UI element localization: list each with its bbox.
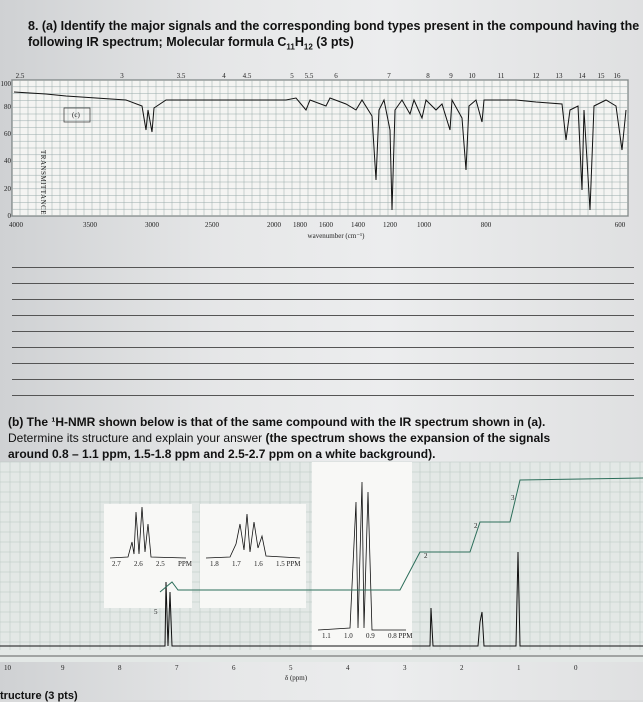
nmr-x-tick-label: 1 [517, 664, 521, 672]
nmr-x-tick-label: 9 [61, 664, 65, 672]
ir-bottom-tick-label: 3500 [83, 221, 97, 229]
nmr-inset-tick-label: 1.1 [322, 632, 331, 640]
ir-top-tick-label: 10 [468, 72, 476, 80]
question-a-line1: 8. (a) Identify the major signals and the corresponding bond types present in the compound having the [28, 19, 640, 33]
answer-line [12, 252, 634, 268]
answer-line [12, 284, 634, 300]
nmr-x-axis-label: δ (ppm) [284, 674, 308, 682]
ir-y-tick-label: 0 [7, 212, 11, 220]
ir-top-tick-label: 4 [222, 72, 226, 80]
nmr-x-tick-label: 0 [574, 664, 578, 672]
nmr-inset-1.5-1.8 [200, 504, 306, 608]
answer-line [12, 348, 634, 364]
nmr-x-tick-label: 3 [403, 664, 407, 672]
ir-bottom-tick-label: 4000 [9, 221, 23, 229]
ir-bottom-tick-label: 800 [480, 221, 492, 229]
question-b-line2: Determine its structure and explain your answer (the spectrum shows the expansion of the signals [8, 431, 551, 445]
ir-bottom-tick-label: 1800 [293, 221, 307, 229]
nmr-inset-tick-label: 1.5 PPM [276, 560, 301, 568]
nmr-spectrum [0, 462, 643, 700]
answer-line [12, 380, 634, 396]
ir-bottom-tick-label: 3000 [145, 221, 159, 229]
ir-top-tick-label: 14 [578, 72, 586, 80]
nmr-x-tick-label: 8 [118, 664, 122, 672]
nmr-inset-tick-label: 2.6 [134, 560, 143, 568]
nmr-inset-tick-label: 0.9 [366, 632, 375, 640]
ir-bottom-tick-label: 2500 [205, 221, 219, 229]
ir-top-tick-label: 8 [426, 72, 430, 80]
answer-line [12, 316, 634, 332]
ir-bottom-tick-label: 1200 [383, 221, 397, 229]
ir-top-tick-label: 11 [497, 72, 505, 80]
question-b-line1: (b) The ¹H-NMR shown below is that of the same compound with the IR spectrum shown in (a). [8, 415, 546, 429]
ir-top-tick-label: 15 [597, 72, 605, 80]
ir-top-tick-label: 9 [449, 72, 453, 80]
answer-line [12, 268, 634, 284]
ir-spectrum [0, 70, 640, 250]
nmr-inset-tick-label: 0.8 PPM [388, 632, 413, 640]
ir-top-tick-label: 12 [532, 72, 540, 80]
question-a-line2: following IR spectrum; Molecular formula $C_{11}H_{12}$ (3 pts) [28, 35, 354, 52]
answer-line [12, 332, 634, 348]
nmr-inset-tick-label: 2.5 [156, 560, 165, 568]
nmr-integration-label: 2 [424, 552, 428, 560]
ir-top-tick-label: 13 [555, 72, 563, 80]
ir-y-tick-label: 100 [0, 80, 11, 88]
nmr-inset-tick-label: 1.7 [232, 560, 241, 568]
ir-top-tick-label: 2.5 [15, 72, 25, 80]
nmr-integration-label: 3 [511, 494, 515, 502]
ir-grid [12, 80, 628, 216]
answer-lines [12, 252, 634, 396]
ir-bottom-tick-label: 600 [614, 221, 626, 229]
ir-bottom-tick-label: 1600 [319, 221, 333, 229]
ir-top-tick-label: 7 [387, 72, 391, 80]
ir-top-tick-label: 5 [290, 72, 294, 80]
ir-top-tick-label: 3 [120, 72, 124, 80]
ir-bottom-tick-label: 1000 [417, 221, 431, 229]
nmr-spectrum-plot [0, 462, 643, 700]
answer-line [12, 300, 634, 316]
ir-y-tick-label: 60 [4, 130, 11, 138]
ir-bottom-tick-label: 1400 [351, 221, 365, 229]
ir-y-tick-label: 40 [4, 157, 11, 165]
nmr-x-tick-label: 6 [232, 664, 236, 672]
footer-text: tructure (3 pts) [0, 690, 78, 702]
ir-top-tick-label: 5.5 [304, 72, 314, 80]
nmr-inset-tick-label: 1.8 [210, 560, 219, 568]
nmr-inset-tick-label: PPM [178, 560, 193, 568]
ir-top-tick-label: 4.5 [242, 72, 252, 80]
ir-spectrum-plot [0, 70, 640, 250]
nmr-x-tick-label: 10 [4, 664, 11, 672]
answer-line [12, 364, 634, 380]
ir-top-tick-label: 3.5 [176, 72, 186, 80]
question-b-line3: around 0.8 – 1.1 ppm, 1.5-1.8 ppm and 2.5-2.7 ppm on a white background). [8, 447, 436, 461]
ir-bottom-tick-label: 2000 [267, 221, 281, 229]
nmr-inset-2.5-2.7 [104, 504, 192, 608]
nmr-integration-label: 2 [474, 522, 478, 530]
nmr-inset-tick-label: 1.6 [254, 560, 263, 568]
ir-top-tick-label: 16 [613, 72, 621, 80]
nmr-x-tick-label: 4 [346, 664, 350, 672]
nmr-inset-tick-label: 2.7 [112, 560, 121, 568]
ir-top-tick-label: 6 [334, 72, 338, 80]
nmr-inset-tick-label: 1.0 [344, 632, 353, 640]
nmr-x-tick-label: 2 [460, 664, 464, 672]
nmr-integration-label: 5 [154, 608, 158, 616]
ir-panel-label: (c) [72, 111, 80, 119]
ir-x-axis-label: wavenumber (cm⁻¹) [307, 232, 365, 240]
ir-y-tick-label: 20 [4, 185, 11, 193]
nmr-x-tick-label: 5 [289, 664, 293, 672]
ir-y-tick-label: 80 [4, 103, 11, 111]
nmr-x-tick-label: 7 [175, 664, 179, 672]
ir-y-axis-label: TRANSMITTANCE [39, 150, 47, 216]
